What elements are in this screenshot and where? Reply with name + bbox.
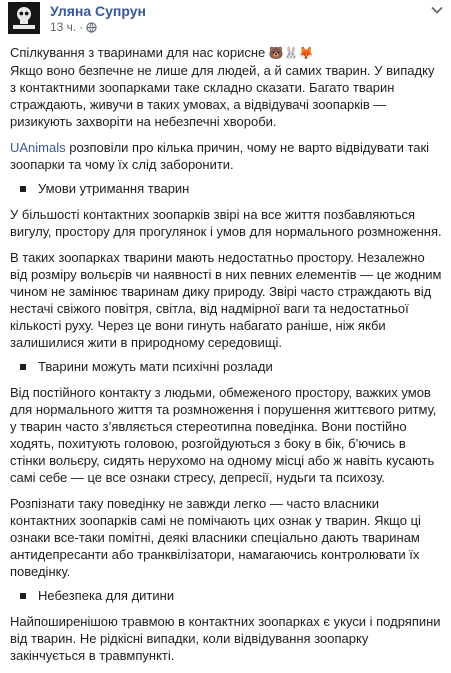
- reasons-paragraph: [10, 139, 442, 173]
- post-header: [0, 0, 451, 40]
- section-paragraph: Розпізнати таку поведінку не завжди легко — часто власники контактних зоопарків самі не помічають цих ознак у тварин. Якщо ці ознаки все-таки помітні, деякі власники спеціально дають тваринам антидепресанти або транквілізатори, намагаючись контролювати їх поведінку.: [10, 496, 421, 579]
- section-paragraph: Від постійного контакту з людьми, обмеженого простору, важких умов для нормального життя та розмноження і порушення життєвого ритму, у тварин часто з’являється стереотипна поведінка. Вони постійно ходять, похитують головою, розгойдуються з боку в бік, б’ючись в стінки вольєру, сидять нерухомо на одному місці або ж навіть кусають самі себе — це все ознаки стресу, депресії, нудьги та психозу.: [10, 385, 437, 485]
- section-heading: [10, 587, 442, 604]
- uanimals-link[interactable]: UAnimals: [10, 140, 66, 155]
- section-title: Умови утримання тварин: [38, 181, 190, 196]
- post-timestamp[interactable]: 13 ч.: [50, 20, 77, 34]
- avatar-image: [8, 2, 40, 34]
- section-paragraph: У більшості контактних зоопарків звірі на все життя позбавляються вигулу, простору для прогулянок і умов для нормального розмноження.: [10, 207, 442, 239]
- avatar[interactable]: [8, 2, 40, 34]
- animal-emojis: 🐻🐰🦊: [268, 46, 314, 60]
- intro-line: Спілкування з тваринами для нас корисне: [10, 45, 266, 60]
- intro-paragraph: [10, 44, 442, 130]
- post-meta: 13 ч. ·: [50, 20, 97, 34]
- intro-text: Якщо воно безпечне не лише для людей, а й самих тварин. У випадку з контактними зоопарками таке складно сказати. Багато тварин страждають, живучи в таких умовах, а відвідувачі зоопарків — ризикують захворіти на небезпечні хвороби.: [10, 63, 435, 129]
- section-title: Небезпека для дитини: [38, 588, 175, 603]
- square-bullet-icon: [20, 186, 26, 192]
- section-paragraph: В таких зоопарках тварини мають недостатньо простору. Незалежно від розміру вольєрів чи наявності в них певних елементів — це жодним чином не замінює тваринам дику природу. Звірі часто страждають від нестачі свіжого повітря, світла, від надмірної ваги та недостатньої кількості руху. Через це вони гинуть набагато раніше, ніж якби залишилися жити в природному середовищі.: [10, 250, 442, 350]
- globe-icon[interactable]: [86, 22, 97, 33]
- square-bullet-icon: [20, 593, 26, 599]
- chevron-down-icon[interactable]: [431, 6, 443, 14]
- reasons-text: розповіли про кілька причин, чому не варто відвідувати такі зоопарки та чому їх слід заборонити.: [10, 140, 430, 172]
- square-bullet-icon: [20, 364, 26, 370]
- post-body: [10, 44, 442, 673]
- section-heading: [10, 180, 442, 197]
- section-paragraph: Найпоширенішою травмою в контактних зоопарках є укуси і подряпини від тварин. Не рідкісні випадки, коли відвідування зоопарку закінчується в травмпункті.: [10, 614, 441, 663]
- author-name[interactable]: Уляна Супрун: [50, 3, 146, 19]
- section-heading: [10, 358, 442, 375]
- section-title: Тварини можуть мати психічні розлади: [38, 359, 273, 374]
